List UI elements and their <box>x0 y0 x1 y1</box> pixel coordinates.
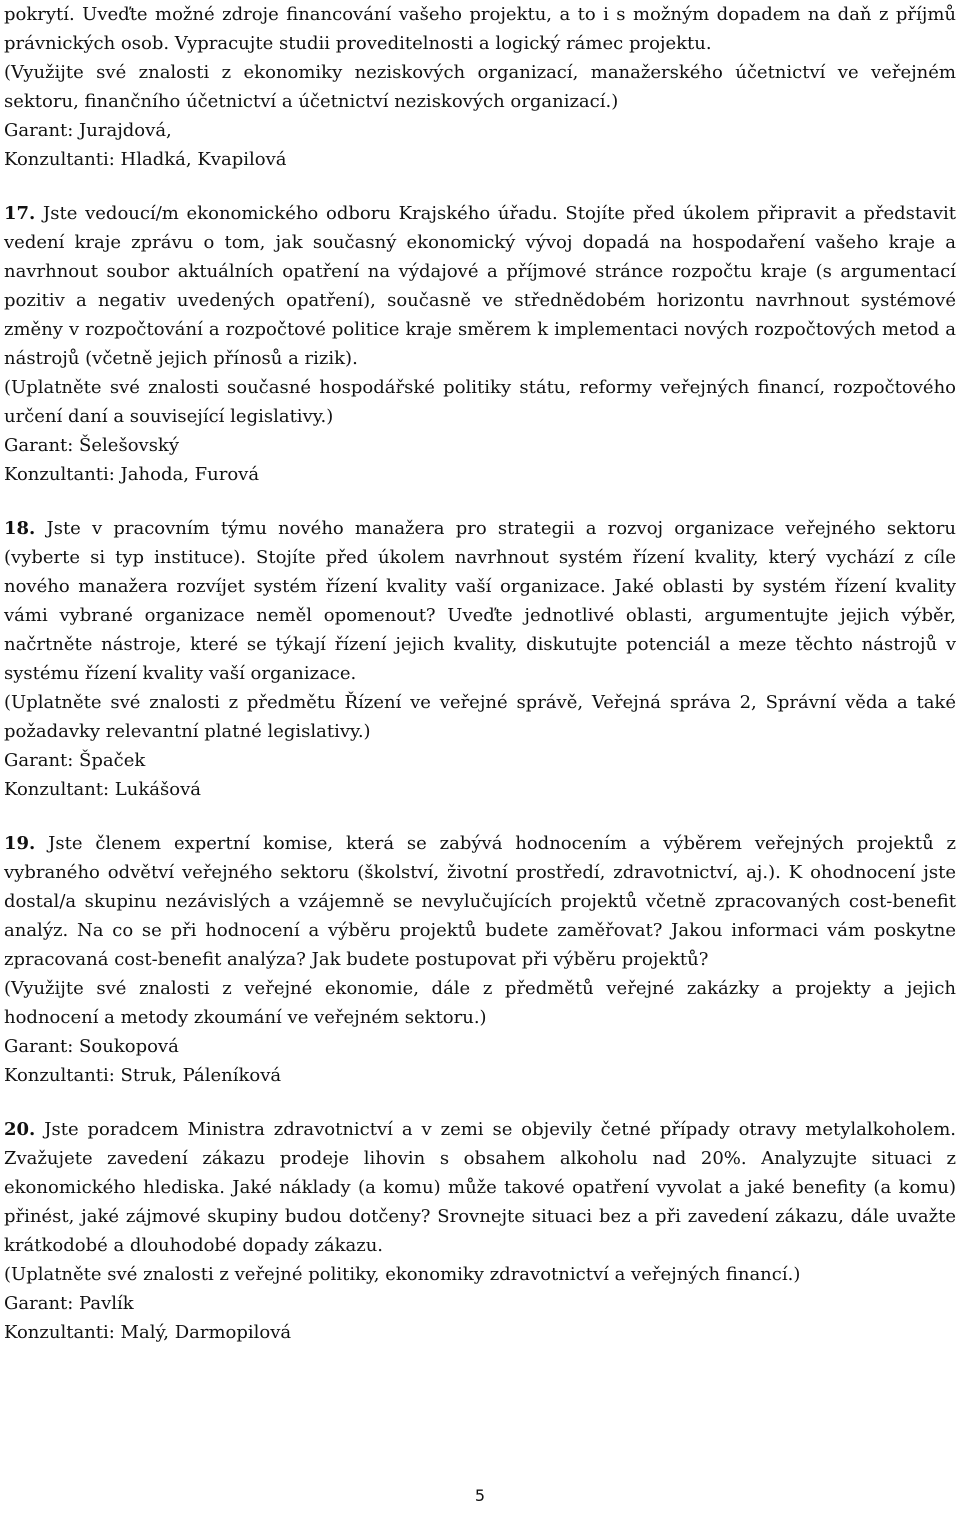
section-19-konzultanti: Konzultanti: Struk, Páleníková <box>4 1065 282 1086</box>
section-17-task-text: Jste vedoucí/m ekonomického odboru Krajského úřadu. Stojíte před úkolem připravit a představit vedení kraje zprávu o tom, jak současný ekonomický vývoj dopadá na hospodaření vašeho kraje a navrhnout soubor aktuálních opatření na výdajové a příjmové stránce rozpočtu kraje (s argumentací pozitiv a negativ uvedených opatření), současně ve střednědobém horizontu navrhnout systémové změny v rozpočtování a rozpočtové politice kraje směrem k implementaci nových rozpočtových metod a nástrojů (včetně jejich přínosů a rizik). <box>4 203 956 369</box>
section-20-note: (Uplatněte své znalosti z veřejné politiky, ekonomiky zdravotnictví a veřejných financí.) <box>4 1264 801 1285</box>
intro-garant: Garant: Jurajdová, <box>4 120 172 141</box>
section-17-garant: Garant: Šelešovský <box>4 435 180 456</box>
section-20-number: 20. <box>4 1119 36 1140</box>
section-18-task <box>4 514 956 688</box>
section-18-garant: Garant: Špaček <box>4 750 146 771</box>
section-17-note: (Uplatněte své znalosti současné hospodářské politiky státu, reformy veřejných financí, rozpočtového určení daní a související legislativy.) <box>4 377 956 427</box>
section-17 <box>4 199 956 489</box>
section-17-number: 17. <box>4 203 36 224</box>
intro-task-paragraph: pokrytí. Uveďte možné zdroje financování vašeho projektu, a to i s možným dopadem na daň z příjmů právnických osob. Vypracujte studii proveditelnosti a logický rámec projektu. <box>4 4 956 54</box>
section-20 <box>4 1115 956 1347</box>
page-number: 5 <box>474 1486 486 1505</box>
intro-knowledge-note: (Využijte své znalosti z ekonomiky neziskových organizací, manažerského účetnictví ve veřejném sektoru, finančního účetnictví a účetnictví neziskových organizací.) <box>4 62 956 112</box>
section-19 <box>4 829 956 1090</box>
section-19-task <box>4 829 956 974</box>
intro-block <box>4 0 956 174</box>
section-17-konzultanti: Konzultanti: Jahoda, Furová <box>4 464 260 485</box>
section-18-number: 18. <box>4 518 36 539</box>
section-20-garant: Garant: Pavlík <box>4 1293 134 1314</box>
section-18-task-text: Jste v pracovním týmu nového manažera pro strategii a rozvoj organizace veřejného sektoru (vyberte si typ instituce). Stojíte před úkolem navrhnout systém řízení kvality, který vychází z cíle nového manažera rozvíjet systém řízení kvality vaší organizace. Jaké oblasti by systém řízení kvality vámi vybrané organizace neměl opomenout? Uveďte jednotlivé oblasti, argumentujte jejich výběr, načrtněte nástroje, které se týkají řízení jejich kvality, diskutujte potenciál a meze těchto nástrojů v systému řízení kvality vaší organizace. <box>4 518 956 684</box>
section-20-task-text: Jste poradcem Ministra zdravotnictví a v zemi se objevily četné případy otravy metylalkoholem. Zvažujete zavedení zákazu prodeje lihovin s obsahem alkoholu nad 20%. Analyzujte situaci z ekonomického hlediska. Jaké náklady (a komu) může takové opatření vyvolat a jaké benefity (a komu) přinést, jaké zájmové skupiny budou dotčeny? Srovnejte situaci bez a při zavedení zákazu, dále uvažte krátkodobé a dlouhodobé dopady zákazu. <box>4 1119 956 1256</box>
section-19-number: 19. <box>4 833 36 854</box>
section-17-task <box>4 199 956 373</box>
section-18-konzultanti: Konzultant: Lukášová <box>4 779 201 800</box>
section-19-note: (Využijte své znalosti z veřejné ekonomie, dále z předmětů veřejné zakázky a projekty a jejich hodnocení a metody zkoumání ve veřejném sektoru.) <box>4 978 956 1028</box>
section-19-task-text: Jste členem expertní komise, která se zabývá hodnocením a výběrem veřejných projektů z vybraného odvětví veřejného sektoru (školství, životní prostředí, zdravotnictví, aj.). K ohodnocení jste dostal/a skupinu nezávislých a vzájemně se nevylučujících projektů včetně zpracovaných cost-benefit analýz. Na co se při hodnocení a výběru projektů budete zaměřovat? Jakou informaci vám poskytne zpracovaná cost-benefit analýza? Jak budete postupovat při výběru projektů? <box>4 833 956 970</box>
intro-konzultanti: Konzultanti: Hladká, Kvapilová <box>4 149 287 170</box>
section-20-task <box>4 1115 956 1260</box>
section-20-konzultanti: Konzultanti: Malý, Darmopilová <box>4 1322 292 1343</box>
section-18-note: (Uplatněte své znalosti z předmětu Řízení ve veřejné správě, Veřejná správa 2, Správní věda a také požadavky relevantní platné legislativy.) <box>4 692 956 742</box>
section-19-garant: Garant: Soukopová <box>4 1036 179 1057</box>
section-18 <box>4 514 956 804</box>
